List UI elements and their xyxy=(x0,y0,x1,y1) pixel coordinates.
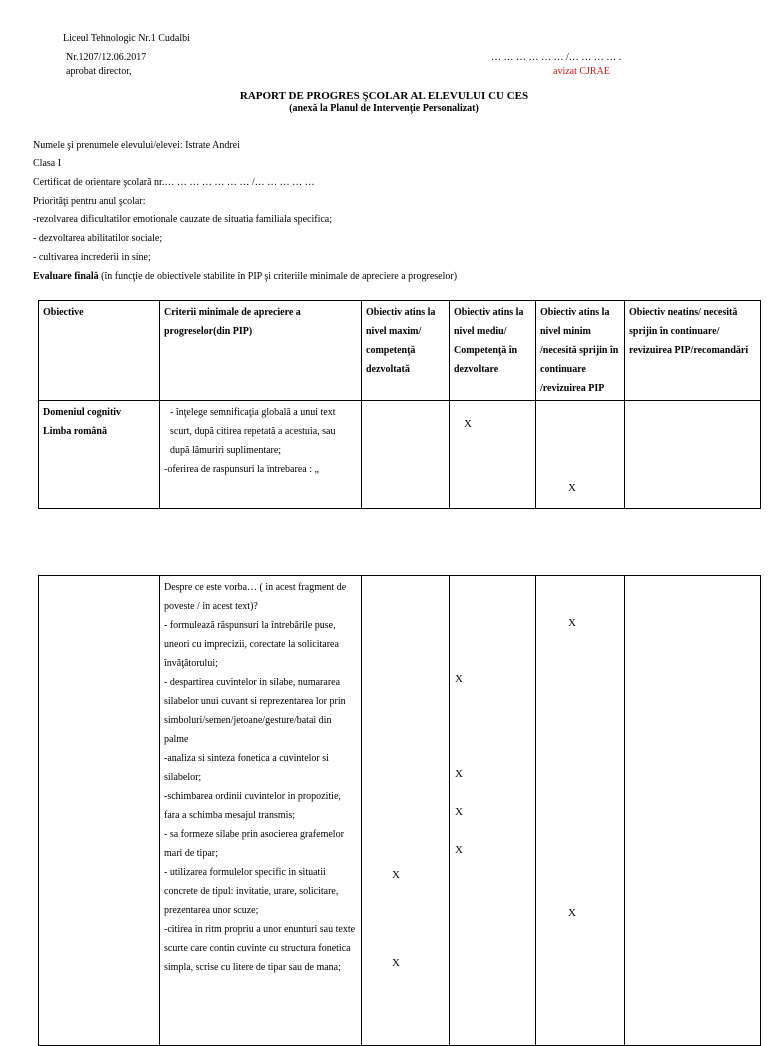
criteria-item: -oferirea de raspunsuri la intrebarea : „ xyxy=(164,464,319,475)
table-row xyxy=(39,576,761,1046)
priority-item: - cultivarea increderii in sine; xyxy=(33,252,151,263)
priority-item: - dezvoltarea abilitatilor sociale; xyxy=(33,233,163,244)
criteria-item: - înţelege semnificaţia globală a unui text scurt, după citirea repetată a acestuia, sau după lămuriri suplimentare; xyxy=(170,407,336,456)
objective-cell xyxy=(39,401,160,509)
priorities-label: Priorităţi pentru anul şcolar: xyxy=(33,196,146,207)
check-mark: X xyxy=(568,907,576,919)
medium-level-cell xyxy=(450,401,536,509)
max-level-cell xyxy=(362,576,450,1046)
subject-label: Limba română xyxy=(43,426,107,437)
final-evaluation-heading xyxy=(33,271,457,282)
header-not-reached: Obiectiv neatins/ necesită sprijin în continuare/ revizuirea PIP/recomandări xyxy=(625,301,761,401)
table-row xyxy=(39,401,761,509)
criteria-cell xyxy=(160,401,362,509)
progress-table-continued xyxy=(38,575,761,1046)
header-min-level: Obiectiv atins la nivel minim /necesită sprijin în continuare /revizuirea PIP xyxy=(536,301,625,401)
criteria-item: - sa formeze silabe prin asocierea grafemelor mari de tipar; xyxy=(164,829,344,859)
registration-number: Nr.1207/12.06.2017 xyxy=(66,52,147,63)
criteria-item: - despartirea cuvintelor in silabe, numararea silabelor unui cuvant si reprezentarea lor prin simboluri/semen/jetoane/gesture/batai din palme xyxy=(164,677,346,745)
criteria-item: - utilizarea formulelor specific in situatii concrete de tipul: invitatie, urare, solicitare, prezentarea unor scuze; xyxy=(164,867,339,916)
school-name: Liceul Tehnologic Nr.1 Cudalbi xyxy=(63,33,190,44)
cjrae-number-dots: … … … … … … /… … … … . xyxy=(491,52,622,63)
check-mark: X xyxy=(392,869,400,881)
student-name: Numele şi prenumele elevului/elevei: Istrate Andrei xyxy=(33,140,240,151)
report-subtitle: (anexă la Planul de Intervenţie Personalizat) xyxy=(289,103,479,114)
check-mark: X xyxy=(455,844,463,856)
final-evaluation-label: Evaluare finală xyxy=(33,271,99,282)
max-level-cell xyxy=(362,401,450,509)
check-mark: X xyxy=(455,806,463,818)
check-mark: X xyxy=(455,673,463,685)
check-mark: X xyxy=(568,482,576,494)
table-header-row xyxy=(39,301,761,401)
criteria-item: -analiza si sinteza fonetica a cuvintelor si silabelor; xyxy=(164,753,329,783)
not-reached-cell xyxy=(625,401,761,509)
min-level-cell xyxy=(536,576,625,1046)
criteria-item: Despre ce este vorba… ( in acest fragment de poveste / in acest text)? xyxy=(164,582,347,612)
criteria-item: -citirea in ritm propriu a unor enunturi sau texte scurte care contin cuvinte cu structura fonetica simpla, scrise cu litere de tipar sau de mana; xyxy=(164,924,356,973)
criteria-item: -schimbarea ordinii cuvintelor in propozitie, fara a schimba mesajul transmis; xyxy=(164,791,341,821)
header-medium-level: Obiectiv atins la nivel mediu/ Competenţă în dezvoltare xyxy=(450,301,536,401)
report-title: RAPORT DE PROGRES ŞCOLAR AL ELEVULUI CU CES xyxy=(239,90,529,102)
header-criteria: Criterii minimale de apreciere a progreselor(din PIP) xyxy=(160,301,362,401)
header-max-level: Obiectiv atins la nivel maxim/ competenţă dezvoltată xyxy=(362,301,450,401)
progress-table-main xyxy=(38,300,761,509)
check-mark: X xyxy=(392,957,400,969)
not-reached-cell xyxy=(625,576,761,1046)
objective-cell xyxy=(39,576,160,1046)
check-mark: X xyxy=(464,418,472,430)
header-objectives: Obiective xyxy=(39,301,160,401)
cjrae-approval: avizat CJRAE xyxy=(553,66,610,77)
criteria-item: - formulează răspunsuri la întrebările puse, uneori cu imprecizii, corectate la solicitarea învăţătorului; xyxy=(164,620,339,669)
check-mark: X xyxy=(455,768,463,780)
priority-item: -rezolvarea dificultatilor emotionale cauzate de situatia familiala specifica; xyxy=(33,214,333,225)
criteria-cell xyxy=(160,576,362,1046)
medium-level-cell xyxy=(450,576,536,1046)
final-evaluation-note: (în funcţie de obiectivele stabilite în PIP şi criteriile minimale de apreciere a progreselor) xyxy=(98,271,458,282)
approved-by-director: aprobat director, xyxy=(66,66,132,77)
domain-label: Domeniul cognitiv xyxy=(43,407,122,418)
check-mark: X xyxy=(568,617,576,629)
student-class: Clasa I xyxy=(33,158,62,169)
min-level-cell xyxy=(536,401,625,509)
orientation-certificate: Certificat de orientare şcolară nr.… … … … … … … /… … … … … xyxy=(33,177,315,188)
